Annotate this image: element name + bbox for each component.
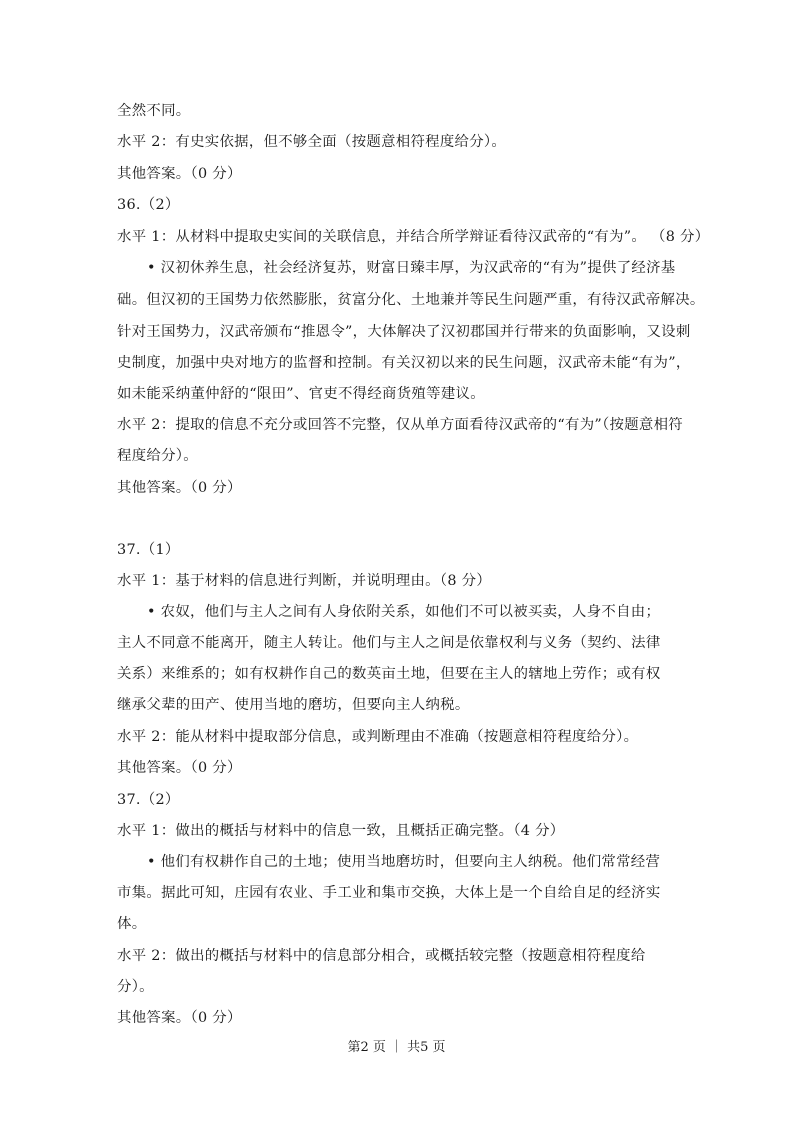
- text-line: 分）。: [117, 979, 154, 995]
- text-line: 水平 2：做出的概括与材料中的信息部分相合，或概括较完整（按题意相符程度给: [117, 948, 646, 964]
- text-line: 水平 2：有史实依据，但不够全面（按题意相符程度给分）。: [117, 134, 507, 150]
- text-line: 水平 1：从材料中提取史实间的关联信息，并结合所学辩证看待汉武帝的“有为”。 （8 分）: [117, 229, 710, 245]
- text-line: 市集。据此可知，庄园有农业、手工业和集市交换，大体上是一个自给自足的经济实: [117, 885, 661, 901]
- text-line: 水平 1：基于材料的信息进行判断，并说明理由。（8 分）: [117, 573, 492, 589]
- text-line: 础。但汉初的王国势力依然膨胀，贫富分化、土地兼并等民生问题严重，有待汉武帝解决。: [117, 292, 705, 308]
- text-line: 水平 1：做出的概括与材料中的信息一致，且概括正确完整。（4 分）: [117, 823, 565, 839]
- answer-bullet: • 他们有权耕作自己的土地；使用当地磨坊时，但要向主人纳税。他们常常经营: [147, 854, 661, 870]
- text-line: 程度给分）。: [117, 448, 198, 464]
- text-line: 其他答案。（0 分）: [117, 480, 242, 496]
- text-line: 史制度，加强中央对地方的监督和控制。有关汉初以来的民生问题，汉武帝未能“有为”，: [117, 355, 691, 371]
- text-line: 继承父辈的田产、使用当地的磨坊，但要向主人纳税。: [117, 697, 470, 713]
- answer-bullet: • 汉初休养生息，社会经济复苏，财富日臻丰厚，为汉武帝的“有为”提供了经济基: [147, 260, 676, 276]
- text-line: 其他答案。（0 分）: [117, 760, 242, 776]
- text-line: 关系）来维系的；如有权耕作自己的数英亩土地，但要在主人的辖地上劳作；或有权: [117, 666, 661, 682]
- page-footer: 第2 页 ｜ 共5 页: [347, 1040, 446, 1055]
- question-number: 37.（1）: [117, 542, 180, 558]
- question-number: 36.（2）: [117, 197, 180, 213]
- text-line: 其他答案。（0 分）: [117, 1010, 242, 1026]
- text-line: 主人不同意不能离开，随主人转让。他们与主人之间是依靠权利与义务（契约、法律: [117, 635, 661, 651]
- text-line: 全然不同。: [117, 103, 191, 119]
- text-line: 针对王国势力，汉武帝颁布“推恩令”，大体解决了汉初郡国并行带来的负面影响，又设刺: [117, 324, 691, 340]
- question-number: 37.（2）: [117, 792, 180, 808]
- answer-bullet: • 农奴，他们与主人之间有人身依附关系，如他们不可以被买卖，人身不自由；: [147, 604, 661, 620]
- text-line: 体。: [117, 916, 147, 932]
- text-line: 其他答案。（0 分）: [117, 166, 242, 182]
- text-line: 水平 2：提取的信息不充分或回答不完整，仅从单方面看待汉武帝的“有为”（按题意相符: [117, 417, 683, 433]
- text-line: 如未能采纳董仲舒的“限田”、官吏不得经商货殖等建议。: [117, 386, 485, 402]
- text-line: 水平 2：能从材料中提取部分信息，或判断理由不准确（按题意相符程度给分）。: [117, 729, 639, 745]
